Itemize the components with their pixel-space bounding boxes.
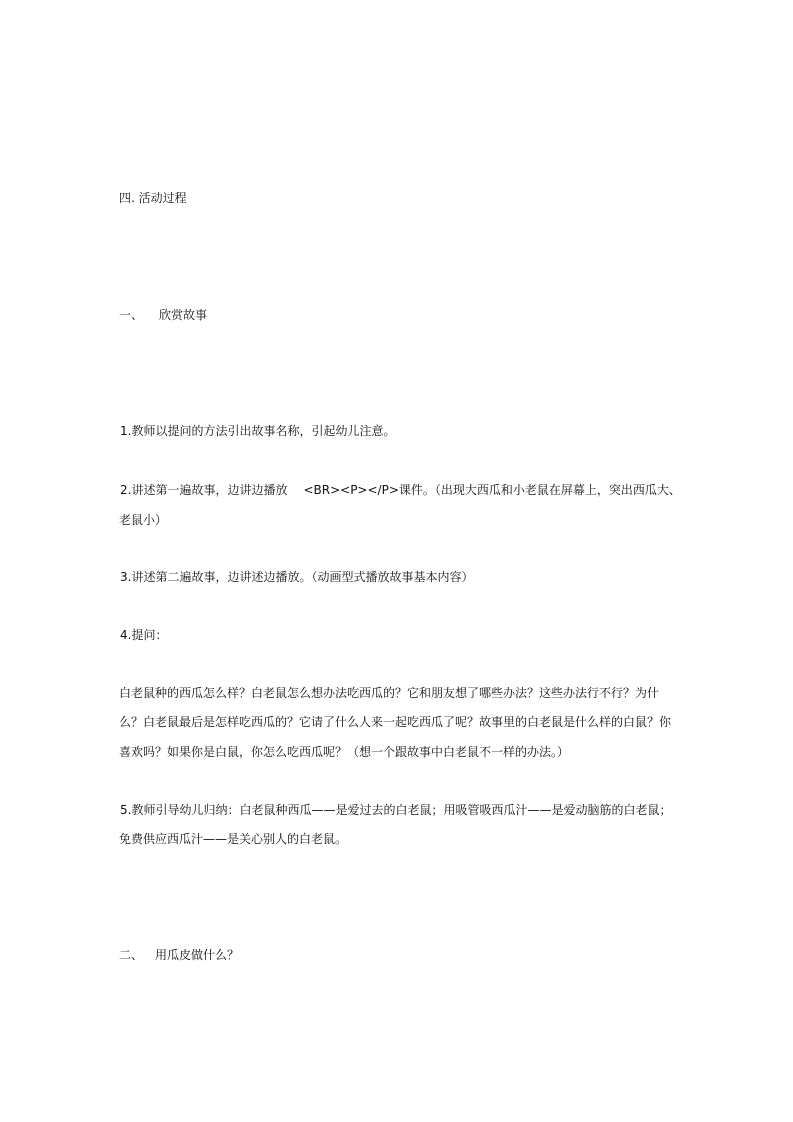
step-2-paragraph-line-1 bbox=[120, 482, 681, 498]
step-1-paragraph: 1.教师以提问的方法引出故事名称，引起幼儿注意。 bbox=[120, 424, 396, 438]
step-5-paragraph-line-1: 5.教师引导幼儿归纳：白老鼠种西瓜——是爱过去的白老鼠；用吸管吸西瓜汁——是爱动脑筋的白老鼠； bbox=[120, 803, 672, 817]
activity-process-heading: 四. 活动过程 bbox=[119, 191, 187, 205]
section-heading-melon-rind bbox=[119, 947, 239, 963]
section-heading-enjoy-story bbox=[119, 307, 207, 323]
questions-line-3: 喜欢吗？如果你是白鼠，你怎么吃西瓜呢？（想一个跟故事中白老鼠不一样的办法。） bbox=[119, 745, 570, 759]
step-4-paragraph: 4.提问： bbox=[120, 628, 168, 642]
section-number: 一、 bbox=[119, 308, 144, 322]
step-2-courseware-text: <BR><P></P>课件。（出现大西瓜和小老鼠在屏幕上，突出西瓜大、 bbox=[303, 483, 681, 497]
step-2-paragraph-line-2: 老鼠小） bbox=[119, 513, 168, 527]
questions-line-1: 白老鼠种的西瓜怎么样？白老鼠怎么想办法吃西瓜的？它和朋友想了哪些办法？这些办法行不行？为什 bbox=[119, 686, 660, 700]
step-3-paragraph: 3.讲述第二遍故事，边讲述边播放。（动画型式播放故事基本内容） bbox=[120, 570, 474, 584]
step-2-text: 2.讲述第一遍故事，边讲边播放 bbox=[120, 483, 288, 497]
section-number: 二、 bbox=[119, 948, 144, 962]
questions-line-2: 么？白老鼠最后是怎样吃西瓜的？它请了什么人来一起吃西瓜了呢？故事里的白老鼠是什么样的白鼠？你 bbox=[119, 715, 672, 729]
section-title: 欣赏故事 bbox=[159, 308, 208, 322]
step-5-paragraph-line-2: 免费供应西瓜汁——是关心别人的白老鼠。 bbox=[119, 832, 348, 846]
section-title: 用瓜皮做什么？ bbox=[155, 948, 240, 962]
